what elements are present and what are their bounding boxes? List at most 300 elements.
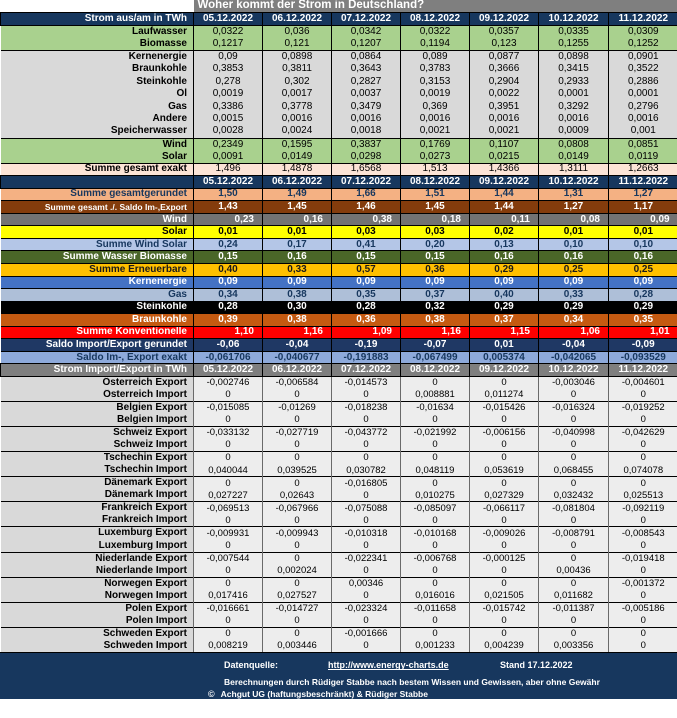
value-cell: 0 (194, 540, 263, 553)
table-row (1, 163, 677, 176)
value-cell: 0,13 (470, 238, 539, 251)
value-cell: 0 (401, 627, 470, 640)
value-cell: -0,027719 (263, 427, 332, 440)
value-cell: 0,15 (332, 251, 401, 264)
value-cell: 0 (539, 414, 609, 427)
value-cell: 0 (332, 489, 401, 502)
table-row (1, 289, 677, 302)
row-label: Steinkohle (1, 75, 194, 88)
value-cell: 0 (194, 452, 263, 465)
row-label: Schweden Export (1, 627, 194, 640)
value-cell: 0,039525 (263, 464, 332, 477)
value-cell: -0,009931 (194, 527, 263, 540)
row-label: Saldo Import/Export gerundet (1, 339, 194, 352)
value-cell: -0,002746 (194, 376, 263, 389)
row-label: Summe gesamtgerundet (1, 188, 194, 201)
value-cell: 1,09 (332, 326, 401, 339)
value-cell: 0,1194 (401, 38, 470, 51)
date-header-cell: 07.12.2022 (332, 176, 401, 189)
value-cell: 1,44 (470, 188, 539, 201)
value-cell: 0 (470, 452, 539, 465)
row-label: Niederlande Import (1, 565, 194, 578)
value-cell: -0,004601 (609, 376, 677, 389)
row-label: Steinkohle (1, 301, 194, 314)
date-header-cell: 09.12.2022 (470, 176, 539, 189)
value-cell: 0,34 (539, 314, 609, 327)
value-cell: 0,16 (263, 251, 332, 264)
row-label: Dänemark Export (1, 477, 194, 490)
title-spacer (1, 0, 194, 13)
value-cell: 0,01 (609, 226, 677, 239)
value-cell: -0,191883 (332, 351, 401, 364)
table-row (1, 238, 677, 251)
value-cell: 0,02643 (263, 489, 332, 502)
value-cell: 0,0898 (539, 50, 609, 63)
value-cell: 1,01 (609, 326, 677, 339)
value-cell: 0,0864 (332, 50, 401, 63)
value-cell: -0,085097 (401, 502, 470, 515)
header-strom-aus (1, 13, 677, 26)
value-cell: -0,06 (194, 339, 263, 352)
value-cell: 0,37 (401, 289, 470, 302)
value-cell: 0,3666 (470, 63, 539, 76)
value-cell: 1,31 (539, 188, 609, 201)
value-cell: -0,061706 (194, 351, 263, 364)
value-cell: 0,1107 (470, 138, 539, 151)
table-row (1, 201, 677, 214)
value-cell: 0 (401, 565, 470, 578)
value-cell: 0,011274 (470, 389, 539, 402)
value-cell: -0,04 (539, 339, 609, 352)
value-cell: 0,29 (470, 301, 539, 314)
value-cell: 0,278 (194, 75, 263, 88)
value-cell: 0,16 (263, 213, 332, 226)
value-cell: -0,040677 (263, 351, 332, 364)
value-cell: -0,016661 (194, 602, 263, 615)
table-row (1, 263, 677, 276)
value-cell: 0 (539, 439, 609, 452)
value-cell: -0,011387 (539, 602, 609, 615)
value-cell: 0,008881 (401, 389, 470, 402)
value-cell: 0 (401, 414, 470, 427)
value-cell: 0 (539, 477, 609, 490)
value-cell: 0,3778 (263, 100, 332, 113)
value-cell: 0 (470, 514, 539, 527)
row-label: Wind (1, 138, 194, 151)
value-cell: 0,0149 (263, 151, 332, 164)
value-cell: -0,015085 (194, 402, 263, 415)
row-label: Frankreich Export (1, 502, 194, 515)
value-cell: 0 (194, 615, 263, 628)
value-cell: 0,010275 (401, 489, 470, 502)
value-cell: -0,016324 (539, 402, 609, 415)
value-cell: 0 (194, 477, 263, 490)
table-row (1, 213, 677, 226)
value-cell: 0,0877 (470, 50, 539, 63)
value-cell: 0,0017 (263, 88, 332, 101)
value-cell: 0,0019 (401, 88, 470, 101)
value-cell: 0 (609, 540, 677, 553)
table-row (1, 376, 677, 389)
row-label: Solar (1, 226, 194, 239)
source-label: Datenquelle: (224, 660, 279, 671)
value-cell: -0,040998 (539, 427, 609, 440)
value-cell: 0 (194, 577, 263, 590)
date-header-cell: 06.12.2022 (263, 13, 332, 26)
value-cell: -0,01269 (263, 402, 332, 415)
value-cell: 0 (263, 389, 332, 402)
source-link[interactable]: http://www.energy-charts.de (328, 660, 449, 671)
value-cell: 0 (539, 552, 609, 565)
value-cell: 0 (609, 590, 677, 603)
value-cell: -0,010318 (332, 527, 401, 540)
value-cell: 0,40 (194, 263, 263, 276)
value-cell: -0,075088 (332, 502, 401, 515)
value-cell: 0,011682 (539, 590, 609, 603)
value-cell: 0,15 (194, 251, 263, 264)
value-cell: 0,10 (609, 238, 677, 251)
value-cell: 0,25 (539, 263, 609, 276)
value-cell: 0,28 (332, 301, 401, 314)
value-cell: -0,008791 (539, 527, 609, 540)
title-row (1, 0, 677, 13)
value-cell: -0,023324 (332, 602, 401, 615)
value-cell: 1,46 (332, 201, 401, 214)
value-cell: 0,0851 (609, 138, 677, 151)
value-cell: -0,019252 (609, 402, 677, 415)
value-cell: 0,1769 (401, 138, 470, 151)
table-row (1, 226, 677, 239)
table-row (1, 251, 677, 264)
value-cell: 0 (539, 577, 609, 590)
value-cell: -0,042065 (539, 351, 609, 364)
value-cell: 0,1595 (263, 138, 332, 151)
value-cell: 0 (263, 540, 332, 553)
date-header-cell: 10.12.2022 (539, 13, 609, 26)
table-row (1, 88, 677, 101)
value-cell: 0,32 (401, 301, 470, 314)
value-cell: 0,11 (470, 213, 539, 226)
row-label: Dänemark Import (1, 489, 194, 502)
row-label: Tschechin Import (1, 464, 194, 477)
value-cell: 0,40 (470, 289, 539, 302)
value-cell: 0,0028 (194, 125, 263, 138)
value-cell: 0 (539, 627, 609, 640)
value-cell: 0 (194, 389, 263, 402)
value-cell: 0 (609, 414, 677, 427)
value-cell: 0,0322 (194, 25, 263, 38)
value-cell: 0 (263, 552, 332, 565)
value-cell: 0,040044 (194, 464, 263, 477)
value-cell: 0,09 (263, 276, 332, 289)
value-cell: -0,015742 (470, 602, 539, 615)
value-cell: 1,6568 (332, 163, 401, 176)
value-cell: 0,032432 (539, 489, 609, 502)
value-cell: 0,09 (194, 276, 263, 289)
value-cell: 0,004239 (470, 640, 539, 653)
value-cell: 0,36 (332, 314, 401, 327)
value-cell: 0,00346 (332, 577, 401, 590)
value-cell: 0,0016 (401, 113, 470, 126)
table-row (1, 339, 677, 352)
value-cell: 0,0215 (470, 151, 539, 164)
row-label: Braunkohle (1, 63, 194, 76)
value-cell: 0,09 (332, 276, 401, 289)
value-cell: 0,10 (539, 238, 609, 251)
value-cell: -0,019418 (609, 552, 677, 565)
value-cell: 0,01 (194, 226, 263, 239)
value-cell: 0,0018 (332, 125, 401, 138)
value-cell: 0 (609, 627, 677, 640)
table-row (1, 565, 677, 578)
table-row (1, 389, 677, 402)
value-cell: 0,39 (194, 314, 263, 327)
value-cell: 0 (539, 615, 609, 628)
value-cell: 0 (332, 640, 401, 653)
value-cell: 0,28 (609, 289, 677, 302)
value-cell: 0,37 (470, 314, 539, 327)
date-header-cell: 10.12.2022 (539, 364, 609, 377)
table-row (1, 452, 677, 465)
row-label: Polen Import (1, 615, 194, 628)
value-cell: 0,0119 (609, 151, 677, 164)
value-cell: 0,08 (539, 213, 609, 226)
value-cell: 0,29 (470, 263, 539, 276)
value-cell: 0,0342 (332, 25, 401, 38)
table-row (1, 151, 677, 164)
value-cell: 0 (401, 615, 470, 628)
value-cell: 0,369 (401, 100, 470, 113)
value-cell: 0,29 (539, 301, 609, 314)
row-label: Wind (1, 213, 194, 226)
value-cell: 0 (263, 577, 332, 590)
value-cell: -0,067966 (263, 502, 332, 515)
value-cell: 0,3292 (539, 100, 609, 113)
row-label: Summe Erneuerbare (1, 263, 194, 276)
value-cell: 0,053619 (470, 464, 539, 477)
table-row (1, 464, 677, 477)
table-row (1, 38, 677, 51)
value-cell: 0 (470, 565, 539, 578)
value-cell: 0,016016 (401, 590, 470, 603)
value-cell: 0,0016 (539, 113, 609, 126)
value-cell: -0,016805 (332, 477, 401, 490)
value-cell: -0,01634 (401, 402, 470, 415)
value-cell: 0,302 (263, 75, 332, 88)
value-cell: 0,33 (539, 289, 609, 302)
value-cell: 0,0149 (539, 151, 609, 164)
value-cell: 1,10 (194, 326, 263, 339)
value-cell: 1,4878 (263, 163, 332, 176)
value-cell: 0 (401, 514, 470, 527)
table-row (1, 125, 677, 138)
value-cell: 0,3386 (194, 100, 263, 113)
row-label: Schweden Import (1, 640, 194, 653)
value-cell: 0,089 (401, 50, 470, 63)
value-cell: 0,2904 (470, 75, 539, 88)
value-cell: -0,015426 (470, 402, 539, 415)
value-cell: 0,025513 (609, 489, 677, 502)
value-cell: 0 (332, 590, 401, 603)
value-cell: 0,28 (194, 301, 263, 314)
value-cell: -0,018238 (332, 402, 401, 415)
row-label: Solar (1, 151, 194, 164)
value-cell: 0,38 (263, 314, 332, 327)
value-cell: 0 (609, 477, 677, 490)
row-label: Luxemburg Import (1, 540, 194, 553)
value-cell: 0 (470, 414, 539, 427)
table-row (1, 590, 677, 603)
value-cell: 0 (539, 389, 609, 402)
value-cell: 0 (401, 540, 470, 553)
value-cell: 0,3643 (332, 63, 401, 76)
value-cell: -0,042629 (609, 427, 677, 440)
value-cell: 0,0037 (332, 88, 401, 101)
section-header-label (1, 176, 194, 189)
footer-copyright (208, 689, 428, 699)
value-cell: 0,0001 (539, 88, 609, 101)
value-cell: 0 (194, 565, 263, 578)
page-title: Woher kommt der Strom in Deutschland? (194, 0, 677, 13)
value-cell: 0 (332, 565, 401, 578)
table-row (1, 602, 677, 615)
value-cell: -0,006768 (401, 552, 470, 565)
date-header-cell: 07.12.2022 (332, 13, 401, 26)
value-cell: 0,35 (332, 289, 401, 302)
value-cell: 0 (263, 439, 332, 452)
table-row (1, 138, 677, 151)
table-row (1, 577, 677, 590)
value-cell: 0,002024 (263, 565, 332, 578)
value-cell: 0 (470, 615, 539, 628)
date-header-cell: 06.12.2022 (263, 364, 332, 377)
row-label: Österreich Export (1, 376, 194, 389)
value-cell: 0 (401, 577, 470, 590)
table-row (1, 75, 677, 88)
value-cell: 0 (539, 514, 609, 527)
row-label: Summe gesamt exakt (1, 163, 194, 176)
row-label: Kernenergie (1, 276, 194, 289)
value-cell: 0,0357 (470, 25, 539, 38)
date-header-cell: 11.12.2022 (609, 13, 677, 26)
value-cell: 0,24 (194, 238, 263, 251)
value-cell: 0,17 (263, 238, 332, 251)
value-cell: -0,092119 (609, 502, 677, 515)
value-cell: 0,09 (609, 213, 677, 226)
value-cell: 0,34 (194, 289, 263, 302)
header-import-export (1, 364, 677, 377)
value-cell: -0,007544 (194, 552, 263, 565)
value-cell: 0,0335 (539, 25, 609, 38)
value-cell: -0,066117 (470, 502, 539, 515)
table-row (1, 113, 677, 126)
copyright-icon: © (208, 689, 215, 700)
value-cell: 0 (194, 627, 263, 640)
value-cell: 1,4366 (470, 163, 539, 176)
value-cell: 0 (263, 414, 332, 427)
value-cell: 0 (194, 414, 263, 427)
value-cell: 1,513 (401, 163, 470, 176)
value-cell: 1,27 (609, 188, 677, 201)
value-cell: 0,3522 (609, 63, 677, 76)
row-label: Belgien Export (1, 402, 194, 415)
value-cell: 0,3837 (332, 138, 401, 151)
value-cell: 0,074078 (609, 464, 677, 477)
value-cell: 0,1252 (609, 38, 677, 51)
value-cell: 0 (194, 514, 263, 527)
table-row (1, 627, 677, 640)
table-row (1, 188, 677, 201)
value-cell: 0 (539, 540, 609, 553)
value-cell: 0 (332, 452, 401, 465)
value-cell: -0,069513 (194, 502, 263, 515)
value-cell: 0,0009 (539, 125, 609, 138)
table-row (1, 326, 677, 339)
value-cell: -0,009026 (470, 527, 539, 540)
value-cell: 0,38 (332, 213, 401, 226)
table-row (1, 276, 677, 289)
value-cell: 1,50 (194, 188, 263, 201)
value-cell: 0 (609, 640, 677, 653)
value-cell: 0,16 (609, 251, 677, 264)
value-cell: 0,0024 (263, 125, 332, 138)
value-cell: 0,16 (539, 251, 609, 264)
value-cell: 0 (609, 452, 677, 465)
value-cell: -0,014573 (332, 376, 401, 389)
value-cell: 1,44 (470, 201, 539, 214)
value-cell: 0,0091 (194, 151, 263, 164)
value-cell: 0,23 (194, 213, 263, 226)
row-label: Kernenergie (1, 50, 194, 63)
section-header-label: Strom Import/Export in TWh (1, 364, 194, 377)
value-cell: 0 (263, 514, 332, 527)
date-header-cell: 07.12.2022 (332, 364, 401, 377)
value-cell: -0,033132 (194, 427, 263, 440)
value-cell: 0,36 (401, 263, 470, 276)
value-cell: 0 (263, 477, 332, 490)
value-cell: -0,009943 (263, 527, 332, 540)
date-header-cell: 05.12.2022 (194, 13, 263, 26)
value-cell: 0,2933 (539, 75, 609, 88)
value-cell: 0 (332, 615, 401, 628)
value-cell: 0,0021 (470, 125, 539, 138)
table-row (1, 439, 677, 452)
value-cell: 0 (332, 540, 401, 553)
value-cell: 0,123 (470, 38, 539, 51)
footer-source-line (224, 660, 573, 670)
row-label: Laufwasser (1, 25, 194, 38)
date-header-cell: 09.12.2022 (470, 364, 539, 377)
value-cell: 0,030782 (332, 464, 401, 477)
value-cell: 0,57 (332, 263, 401, 276)
table-row (1, 477, 677, 490)
value-cell: 0,068455 (539, 464, 609, 477)
value-cell: 0 (539, 452, 609, 465)
date-header-cell: 05.12.2022 (194, 364, 263, 377)
value-cell: 1,27 (539, 201, 609, 214)
value-cell: 0,036 (263, 25, 332, 38)
value-cell: 0 (401, 376, 470, 389)
value-cell: 1,2663 (609, 163, 677, 176)
value-cell: 0,0273 (401, 151, 470, 164)
value-cell: 0 (609, 514, 677, 527)
date-header-cell: 08.12.2022 (401, 364, 470, 377)
value-cell: 1,06 (539, 326, 609, 339)
value-cell: 0,3811 (263, 63, 332, 76)
value-cell: -0,07 (401, 339, 470, 352)
value-cell: 0,09 (470, 276, 539, 289)
value-cell: 0,0016 (609, 113, 677, 126)
